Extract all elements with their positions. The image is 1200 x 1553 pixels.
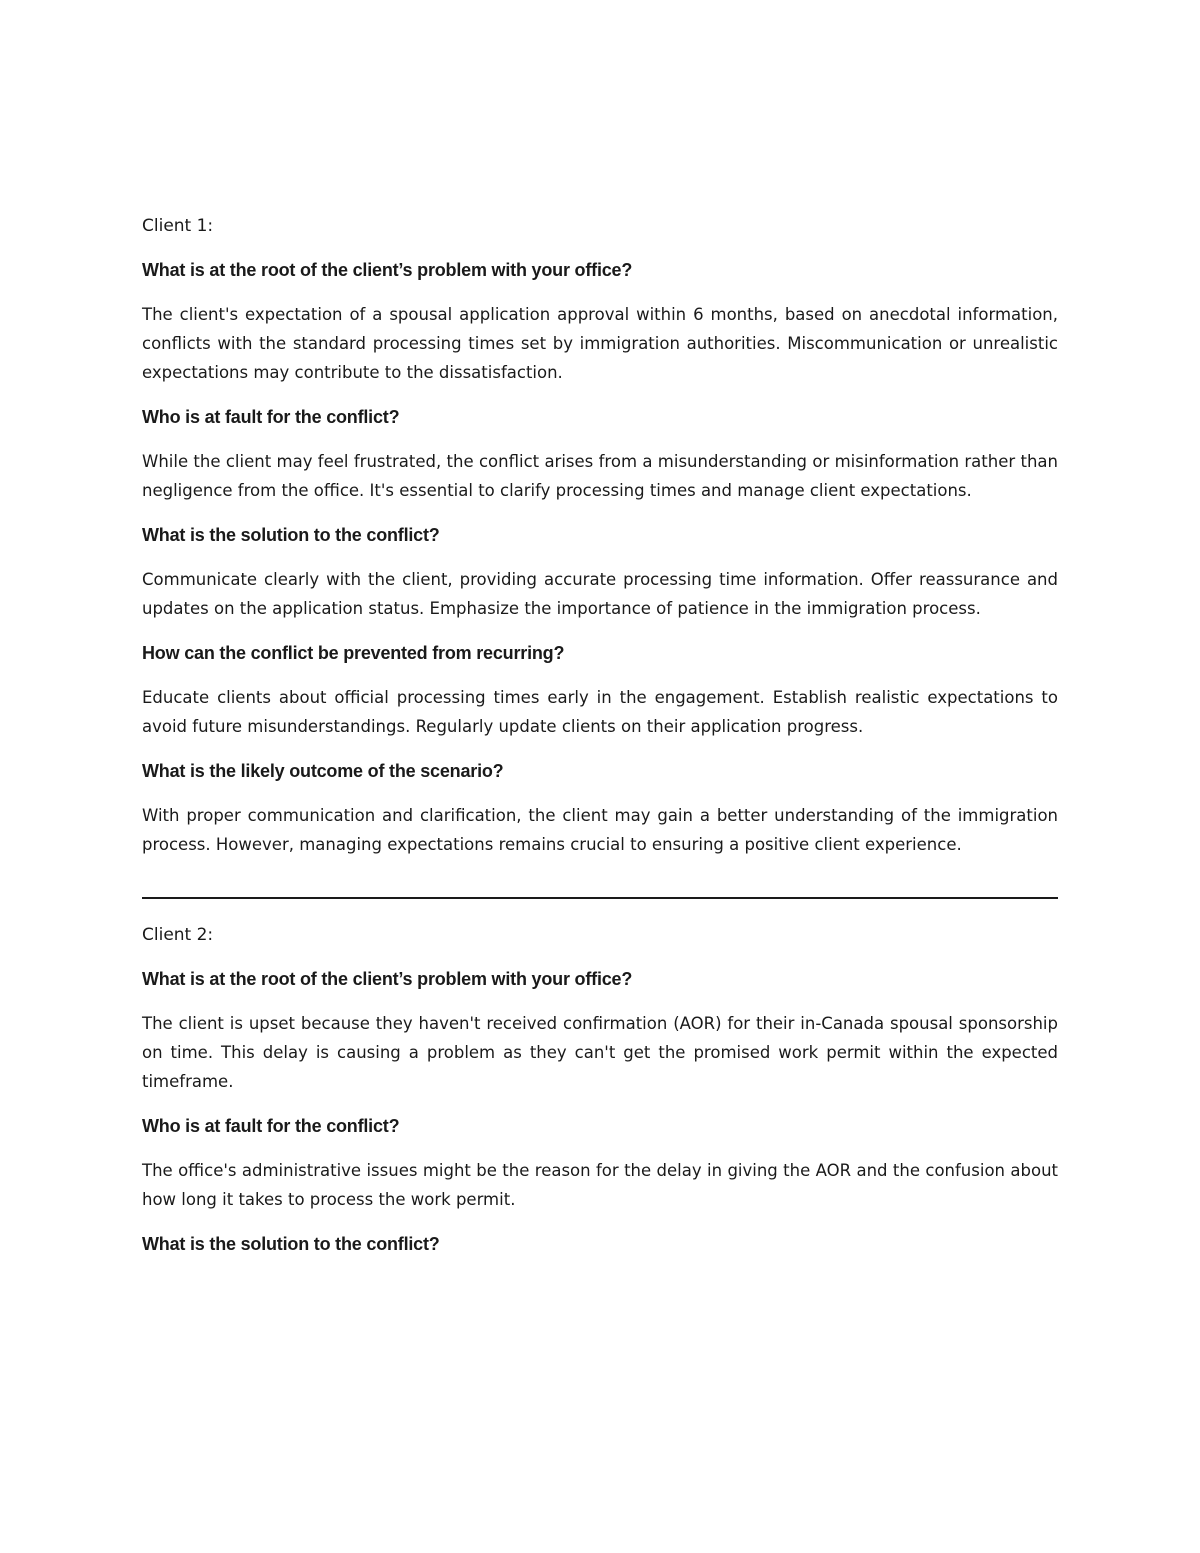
question-heading: What is at the root of the client’s problem with your office? [142, 260, 633, 280]
answer-paragraph: The office's administrative issues might be the reason for the delay in giving the AOR and the confusion about how long it takes to process the work permit. [142, 1161, 1058, 1209]
question-heading: Who is at fault for the conflict? [142, 407, 400, 427]
client-section-1 [142, 212, 1058, 859]
question-heading: What is the solution to the conflict? [142, 525, 440, 545]
question-heading: What is at the root of the client’s problem with your office? [142, 969, 633, 989]
answer-paragraph: The client is upset because they haven't received confirmation (AOR) for their in-Canada spousal sponsorship on time. This delay is causing a problem as they can't get the promised work permit within the expected timeframe. [142, 1014, 1058, 1091]
document-page [142, 212, 1058, 1274]
question-heading: What is the solution to the conflict? [142, 1234, 440, 1254]
section-divider [142, 897, 1058, 899]
answer-paragraph: With proper communication and clarification, the client may gain a better understanding of the immigration process. However, managing expectations remains crucial to ensuring a positive client experience. [142, 806, 1058, 854]
question-heading: How can the conflict be prevented from recurring? [142, 643, 565, 663]
answer-paragraph: The client's expectation of a spousal application approval within 6 months, based on anecdotal information, conflicts with the standard processing times set by immigration authorities. Miscommunication or unrealistic expectations may contribute to the dissatisfaction. [142, 305, 1058, 382]
question-heading: What is the likely outcome of the scenario? [142, 761, 504, 781]
answer-paragraph: While the client may feel frustrated, the conflict arises from a misunderstanding or misinformation rather than negligence from the office. It's essential to clarify processing times and manage client expectations. [142, 452, 1058, 500]
client-label: Client 1: [142, 216, 214, 236]
client-label: Client 2: [142, 925, 214, 945]
answer-paragraph: Educate clients about official processing times early in the engagement. Establish realistic expectations to avoid future misunderstandings. Regularly update clients on their application progress. [142, 688, 1058, 736]
client-section-2 [142, 921, 1058, 1258]
answer-paragraph: Communicate clearly with the client, providing accurate processing time information. Offer reassurance and updates on the application status. Emphasize the importance of patience in the immigration process. [142, 570, 1058, 618]
question-heading: Who is at fault for the conflict? [142, 1116, 400, 1136]
